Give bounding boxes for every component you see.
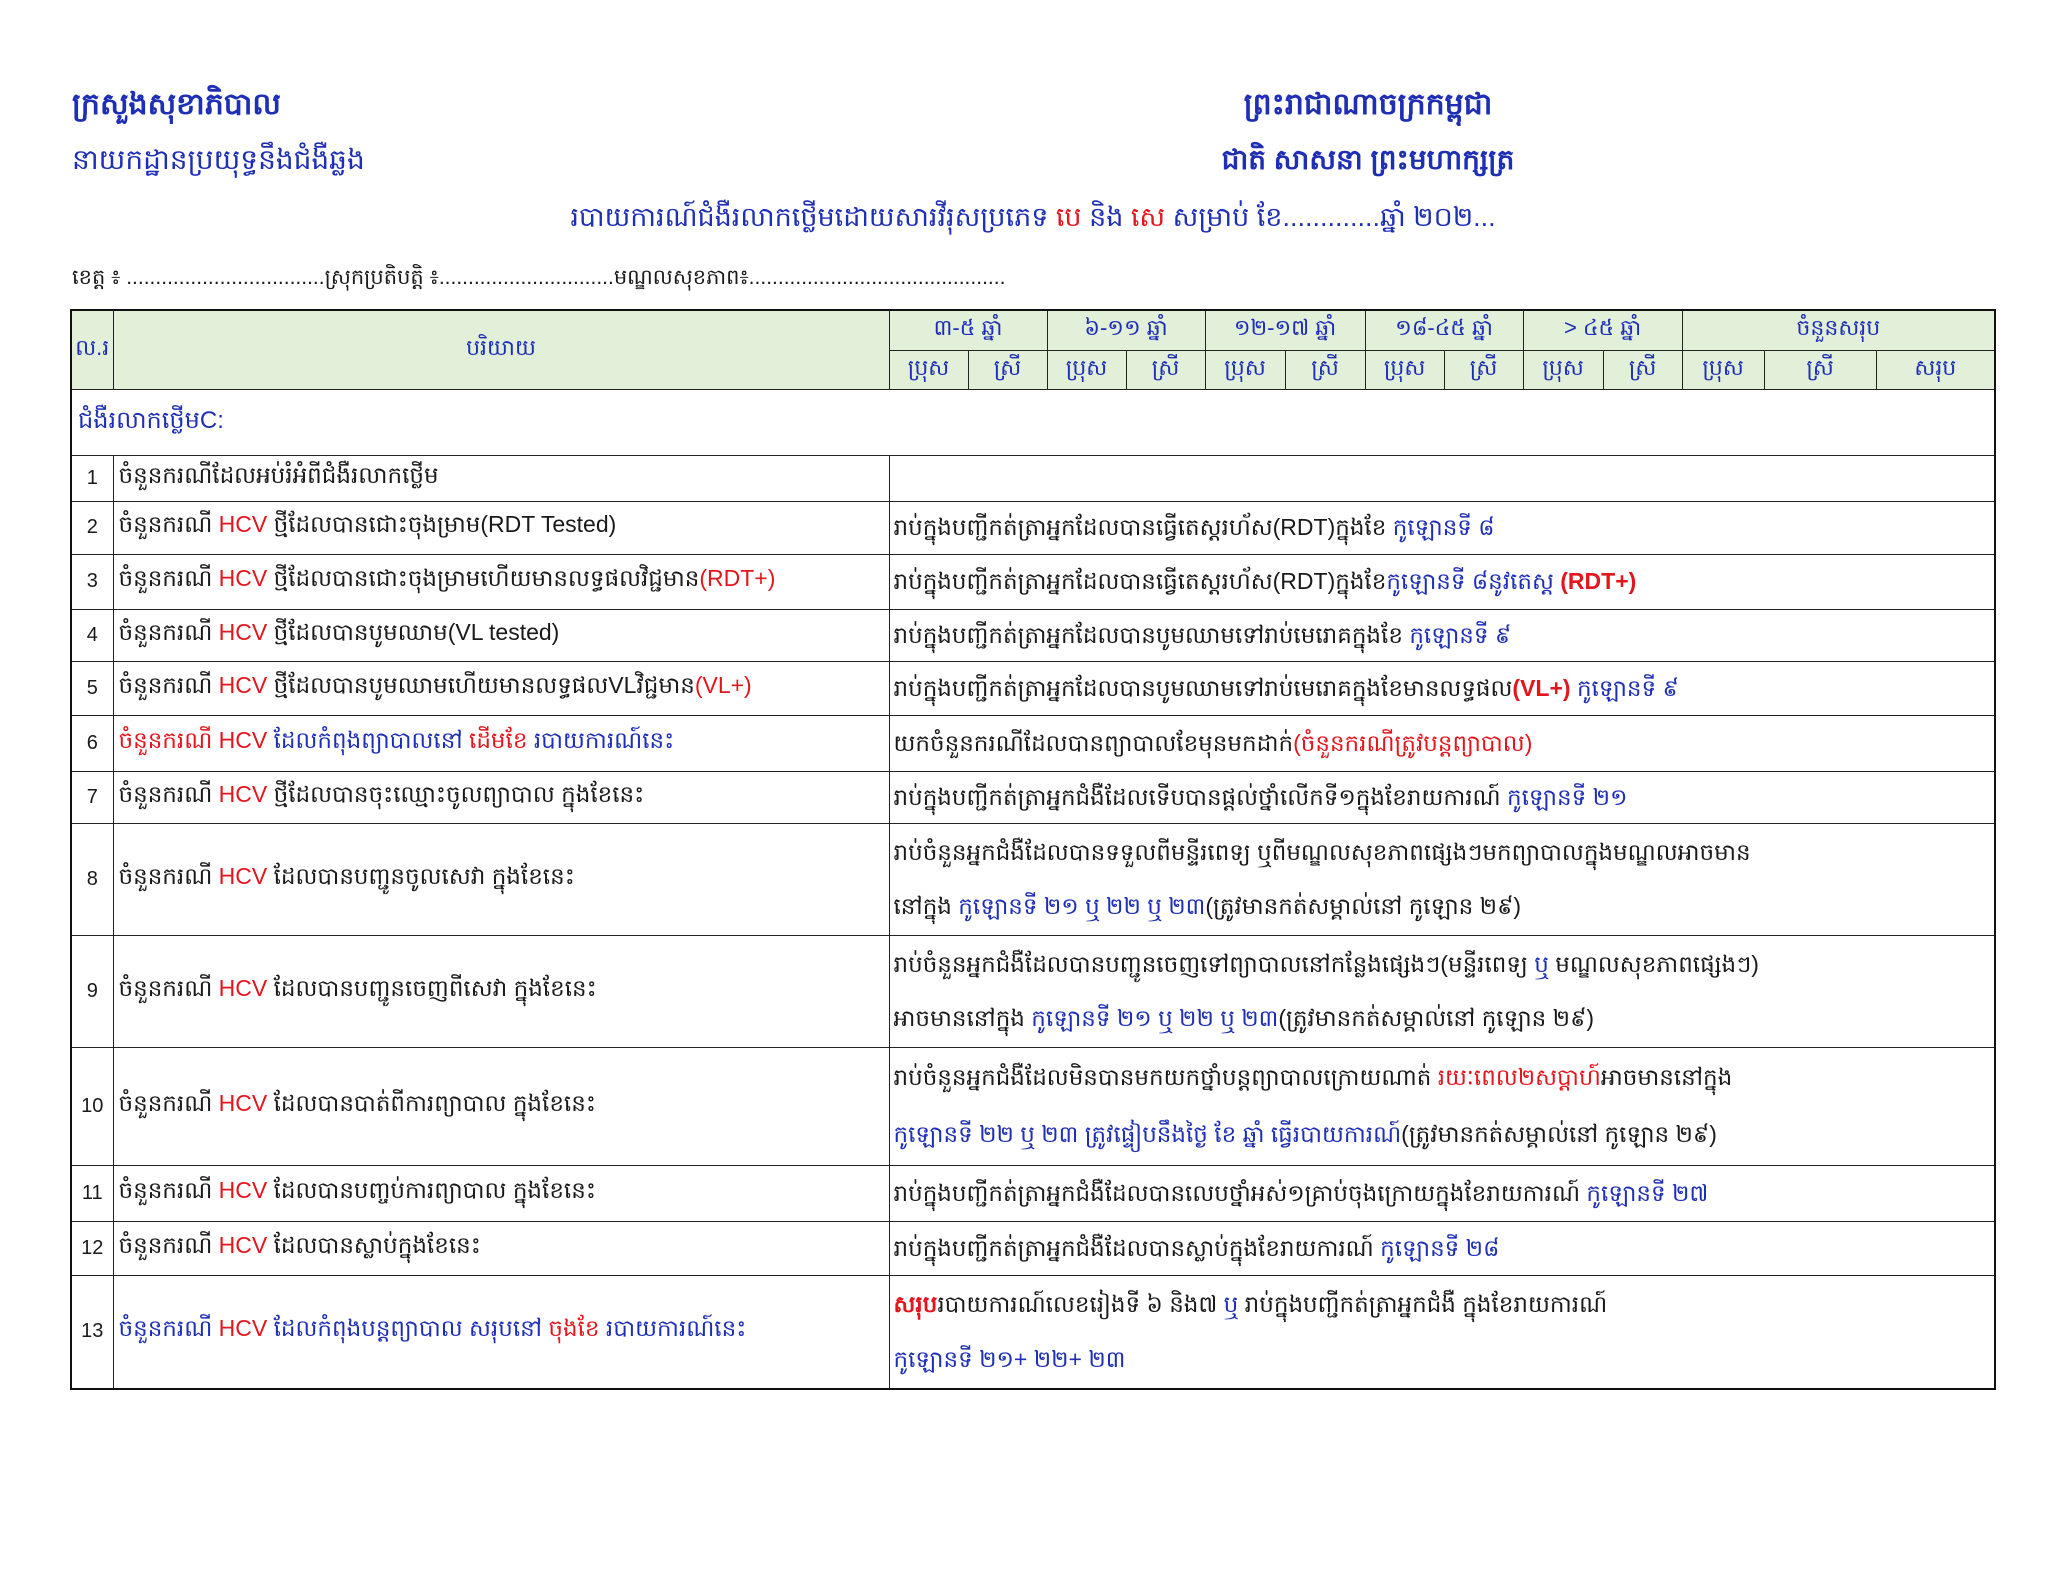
table-row [71, 501, 1995, 554]
explanation-segment: រាប់ក្នុងបញ្ជីកត់ត្រាអ្នកដែលបានបូមឈាមទៅរាប់មេរោគក្នុងខែមានលទ្ធផល [893, 675, 1513, 701]
department-name: នាយកដ្ឋានប្រយុទ្ធនឹងជំងឺឆ្លង [72, 144, 365, 175]
header-female: ស្រី [1444, 350, 1523, 389]
description-segment: HCV [218, 511, 268, 537]
explanation-segment: រាប់ចំនួនអ្នកជំងឺដែលមិនបានមកយកថ្នាំបន្តព្យាបាលក្រោយណាត់ [893, 1064, 1438, 1090]
row-explanation [889, 1047, 1995, 1165]
explanation-line [894, 1223, 1991, 1273]
description-segment: ដែលបានបញ្ជូនចេញពីសេវា ក្នុងខែនេះ [267, 974, 597, 1001]
description-segment: ថ្មីដែលបានជោះចុងម្រាមហើយមានលទ្ធផលវិជ្ជមាន [267, 565, 700, 591]
description-segment: HCV [218, 974, 268, 1001]
description-segment: ចំនួនករណី [118, 671, 219, 698]
header-total-sum: សរុប [1876, 350, 1995, 389]
explanation-segment: សរុប [893, 1290, 938, 1317]
header-male: ប្រុស [1205, 350, 1285, 389]
explanation-segment: រាប់ក្នុងបញ្ជីកត់ត្រាអ្នកដែលបានធ្វើតេស្តរហ័ស(RDT)ក្នុងខែ [893, 514, 1393, 540]
header-male: ប្រុស [1047, 350, 1126, 389]
explanation-line [894, 773, 1991, 821]
explanation-line [894, 825, 1991, 879]
description-segment: HCV [218, 1315, 268, 1342]
description-segment: របាយការណ៍នេះ [599, 1315, 747, 1342]
explanation-segment: កូឡោនទី ៩ [1570, 675, 1679, 701]
description-segment: ចំនួនករណី [118, 1315, 219, 1342]
explanation-segment: នៅក្នុង [893, 893, 959, 919]
explanation-line [894, 1049, 1991, 1106]
row-number: 11 [71, 1165, 113, 1221]
description-segment: របាយការណ៍នេះ [527, 726, 675, 753]
table-row [71, 1047, 1995, 1165]
explanation-segment: រាប់ក្នុងបញ្ជីកត់ត្រាអ្នកជំងឺដែលបានលេបថ្នាំអស់១គ្រាប់ចុងក្រោយក្នុងខែរាយការណ៍ [893, 1180, 1587, 1206]
header-male: ប្រុស [889, 350, 968, 389]
header-number: ល.រ [71, 310, 113, 389]
row-number: 12 [71, 1221, 113, 1275]
header-row-groups [71, 310, 1995, 350]
description-segment: (VL+) [694, 671, 752, 698]
explanation-line [894, 991, 1991, 1045]
table-row [71, 1165, 1995, 1221]
row-explanation [889, 1221, 1995, 1275]
explanation-segment: កូឡោនទី ២១ ឬ ២២ ឬ ២៣ [1031, 1005, 1279, 1031]
description-segment: ដើមខែ [469, 726, 528, 753]
header-female: ស្រី [1603, 350, 1682, 389]
explanation-segment: កូឡោនទី ២៧ [1586, 1180, 1709, 1206]
title-segment: និង [1081, 202, 1131, 232]
row-number: 2 [71, 501, 113, 554]
explanation-segment: រយៈពេល២សប្តាហ៍ [1437, 1064, 1601, 1090]
row-description [113, 1047, 889, 1165]
explanation-segment: រាប់ក្នុងបញ្ជីកត់ត្រាអ្នកជំងឺដែលបានស្លាប់ក្នុងខែរាយការណ៍ [893, 1235, 1381, 1261]
explanation-segment: (ចំនួនករណីត្រូវបន្តព្យាបាល) [1293, 730, 1533, 756]
description-segment: ដែលបានបាត់ពីការព្យាបាល ក្នុងខែនេះ [267, 1089, 596, 1116]
description-segment: ចំនួនករណី [118, 780, 219, 807]
header-female: ស្រី [1285, 350, 1365, 389]
description-segment: HCV [218, 1231, 268, 1258]
table-header [71, 310, 1995, 389]
description-segment: HCV [218, 1089, 268, 1116]
row-explanation [889, 823, 1995, 935]
table-row [71, 609, 1995, 661]
explanation-segment: កូឡោនទី ២១ [1507, 784, 1628, 810]
header-female: ស្រី [1764, 350, 1876, 389]
header-female: ស្រី [1126, 350, 1205, 389]
explanation-segment: កូឡោនទី ៩ [1409, 622, 1512, 648]
row-number: 8 [71, 823, 113, 935]
explanation-segment: (ត្រូវមានកត់សម្គាល់នៅ កូឡោន ២៩) [1205, 893, 1522, 919]
row-description [113, 1275, 889, 1389]
explanation-segment: អាចមាននៅក្នុង [893, 1005, 1032, 1031]
row-explanation [889, 1275, 1995, 1389]
row-explanation [889, 935, 1995, 1047]
table-row [71, 1221, 1995, 1275]
explanation-segment: មណ្ឌលសុខភាពផ្សេងៗ) [1548, 951, 1759, 977]
explanation-segment: (VL+) [1512, 675, 1571, 701]
description-segment: ថ្មីដែលបានបូមឈាមហើយមានលទ្ធផលVLវិជ្ជមាន [267, 671, 695, 698]
table-row [71, 771, 1995, 823]
explanation-segment: របាយការណ៍លេខរៀងទី ៦ និង៧ [937, 1290, 1224, 1317]
row-description [113, 771, 889, 823]
description-segment: ចំនួនករណី [118, 1231, 219, 1258]
description-segment: ថ្មីដែលបានចុះឈ្មោះចូលព្យាបាល ក្នុងខែនេះ [267, 780, 645, 807]
title-segment: សេ [1130, 202, 1166, 232]
explanation-segment: អាចមាននៅក្នុង [1600, 1064, 1733, 1090]
explanation-segment: ឬ [1223, 1290, 1239, 1317]
row-number: 5 [71, 661, 113, 715]
explanation-segment: រាប់ក្នុងបញ្ជីកត់ត្រាអ្នកជំងឺដែលទើបបានផ្តល់ថ្នាំលើកទី១ក្នុងខែរាយការណ៍ [893, 784, 1508, 810]
description-segment: ចុងខែ [548, 1315, 600, 1342]
explanation-segment: ឬ [1534, 951, 1549, 977]
row-description [113, 661, 889, 715]
row-number: 4 [71, 609, 113, 661]
description-segment: ចំនួនករណី [118, 974, 219, 1001]
description-segment: (RDT+) [699, 565, 776, 591]
description-segment: ចំនួនករណី [118, 862, 219, 889]
title-segment: របាយការណ៍ជំងឺរលាកថ្លើមដោយសារវីរុសប្រភេទ [570, 202, 1056, 232]
description-segment: ចំនួនករណី [118, 511, 219, 537]
location-line: ខេត្ត ៖ ..................................ស្រុកប្រតិបត្តិ ៖..............................មណ្ឌលសុខភាព៖............................................ [72, 266, 1006, 289]
explanation-line [894, 1106, 1991, 1163]
description-segment: ដែលបានបញ្ជូនចូលសេវា ក្នុងខែនេះ [267, 862, 575, 889]
row-description [113, 554, 889, 609]
explanation-segment: រាប់ចំនួនអ្នកជំងឺដែលបានទទួលពីមន្ទីរពេទ្យ ឬពីមណ្ឌលសុខភាពផ្សេងៗមកព្យាបាលក្នុងមណ្ឌលអាចមាន [893, 839, 1751, 865]
description-segment: ដែលបានស្លាប់ក្នុងខែនេះ [267, 1231, 481, 1258]
table-row [71, 823, 1995, 935]
explanation-line [894, 1277, 1991, 1332]
table-row [71, 455, 1995, 501]
section-label: ជំងឺរលាកថ្លើមC: [71, 389, 1995, 455]
row-description [113, 715, 889, 771]
description-segment: HCV [218, 1176, 268, 1203]
header-age-group: ១២-១៧ ឆ្នាំ [1205, 310, 1365, 350]
explanation-segment: រាប់ចំនួនអ្នកជំងឺដែលបានបញ្ជូនចេញទៅព្យាបាលនៅកន្លែងផ្សេងៗ(មន្ទីរពេទ្យ [893, 951, 1535, 977]
explanation-line [894, 1167, 1991, 1219]
explanation-segment: (ត្រូវមានកត់សម្គាល់នៅ កូឡោន ២៩) [1401, 1121, 1717, 1147]
table-body [71, 389, 1995, 1389]
ministry-name: ក្រសួងសុខាភិបាល [72, 88, 281, 121]
header-male: ប្រុស [1365, 350, 1444, 389]
table-row [71, 554, 1995, 609]
row-number: 13 [71, 1275, 113, 1389]
row-description [113, 1221, 889, 1275]
description-segment: ចំនួនករណីដែលអប់រំអំពីជំងឺរលាកថ្លើម [118, 461, 439, 488]
description-segment: HCV [218, 862, 268, 889]
explanation-segment: កូឡោនទី ២១+ ២២+ ២៣ [893, 1345, 1126, 1372]
description-segment: HCV [218, 726, 268, 753]
explanation-line [894, 717, 1991, 769]
table-row [71, 715, 1995, 771]
kingdom-name: ព្រះរាជាណាចក្រកម្ពុជា [1243, 88, 1493, 121]
explanation-segment: រាប់ក្នុងបញ្ជីកត់ត្រាអ្នកជំងឺ ក្នុងខែរាយការណ៍ [1238, 1290, 1608, 1317]
description-segment: ដែលបានបញ្ចប់ការព្យាបាល ក្នុងខែនេះ [267, 1176, 596, 1203]
explanation-line [894, 1332, 1991, 1387]
row-explanation [889, 661, 1995, 715]
description-segment: ដែលកំពុងបន្តព្យាបាល សរុបនៅ [267, 1315, 549, 1342]
explanation-segment: កូឡោនទី ២១ ឬ ២២ ឬ ២៣ [958, 893, 1206, 919]
header-description: បរិយាយ [113, 310, 889, 389]
description-segment: ដែលកំពុងព្យាបាលនៅ [267, 726, 470, 753]
row-description [113, 1165, 889, 1221]
header-male: ប្រុស [1682, 350, 1764, 389]
header-male: ប្រុស [1523, 350, 1603, 389]
description-segment: ចំនួនករណី [118, 618, 219, 645]
section-row [71, 389, 1995, 455]
report-title [478, 197, 1588, 237]
header-female: ស្រី [968, 350, 1047, 389]
report-table [70, 309, 1996, 1390]
row-number: 10 [71, 1047, 113, 1165]
description-segment: HCV [218, 780, 268, 807]
row-description [113, 455, 889, 501]
description-segment: HCV [218, 565, 268, 591]
explanation-segment: កូឡោនទី ៨ [1392, 514, 1495, 540]
explanation-line [894, 503, 1991, 552]
row-description [113, 501, 889, 554]
header-age-group: ១៨-៤៥ ឆ្នាំ [1365, 310, 1523, 350]
header-total: ចំនួនសរុប [1682, 310, 1995, 350]
explanation-segment: កូឡោនទី ២២ ឬ ២៣ ត្រូវផ្ទៀបនឹងថ្ងៃ ខែ ឆ្នាំ ធ្វើរបាយការណ៍ [893, 1121, 1402, 1147]
row-number: 9 [71, 935, 113, 1047]
national-motto: ជាតិ សាសនា ព្រះមហាក្សត្រ [1221, 144, 1515, 175]
explanation-segment: កូឡោនទី ២៨ [1380, 1235, 1500, 1261]
title-segment: សម្រាប់ ខែ.............ឆ្នាំ ២០២... [1165, 202, 1496, 232]
header-age-group: ៣-៥ ឆ្នាំ [889, 310, 1047, 350]
title-segment: បេ [1055, 202, 1082, 232]
explanation-line [894, 879, 1991, 933]
row-explanation [889, 1165, 1995, 1221]
explanation-segment: (ត្រូវមានកត់សម្គាល់នៅ កូឡោន ២៩) [1278, 1005, 1595, 1031]
description-segment: ចំនួនករណី [118, 565, 219, 591]
description-segment: ថ្មីដែលបានបូមឈាម(VL tested) [267, 618, 560, 645]
description-segment: HCV [218, 671, 268, 698]
explanation-line [894, 663, 1991, 713]
description-segment: ចំនួនករណី [118, 1089, 219, 1116]
row-explanation [889, 609, 1995, 661]
header-age-group: > ៤៥ ឆ្នាំ [1523, 310, 1682, 350]
explanation-segment: យកចំនួនករណីដែលបានព្យាបាលខែមុនមកដាក់ [893, 730, 1294, 756]
description-segment: ថ្មីដែលបានជោះចុងម្រាម(RDT Tested) [267, 511, 617, 537]
description-segment: HCV [218, 618, 268, 645]
row-description [113, 823, 889, 935]
description-segment: ចំនួនករណី [118, 726, 219, 753]
explanation-line [894, 611, 1991, 659]
row-number: 3 [71, 554, 113, 609]
row-description [113, 609, 889, 661]
row-description [113, 935, 889, 1047]
row-number: 7 [71, 771, 113, 823]
row-number: 1 [71, 455, 113, 501]
row-number: 6 [71, 715, 113, 771]
header-age-group: ៦-១១ ឆ្នាំ [1047, 310, 1205, 350]
explanation-line [894, 556, 1991, 607]
table-row [71, 1275, 1995, 1389]
row-explanation [889, 715, 1995, 771]
row-explanation [889, 554, 1995, 609]
row-explanation [889, 771, 1995, 823]
description-segment: ចំនួនករណី [118, 1176, 219, 1203]
explanation-segment: រាប់ក្នុងបញ្ជីកត់ត្រាអ្នកដែលបានបូមឈាមទៅរាប់មេរោគក្នុងខែ [893, 622, 1410, 648]
row-explanation [889, 501, 1995, 554]
explanation-line [894, 937, 1991, 991]
table-row [71, 935, 1995, 1047]
explanation-segment: (RDT+) [1560, 568, 1637, 594]
explanation-segment: កូឡោនទី ៨នូវតេស្ត [1386, 568, 1561, 594]
table-row [71, 661, 1995, 715]
explanation-segment: រាប់ក្នុងបញ្ជីកត់ត្រាអ្នកដែលបានធ្វើតេស្តរហ័ស(RDT)ក្នុងខែ [893, 568, 1387, 594]
row-explanation [889, 455, 1995, 501]
